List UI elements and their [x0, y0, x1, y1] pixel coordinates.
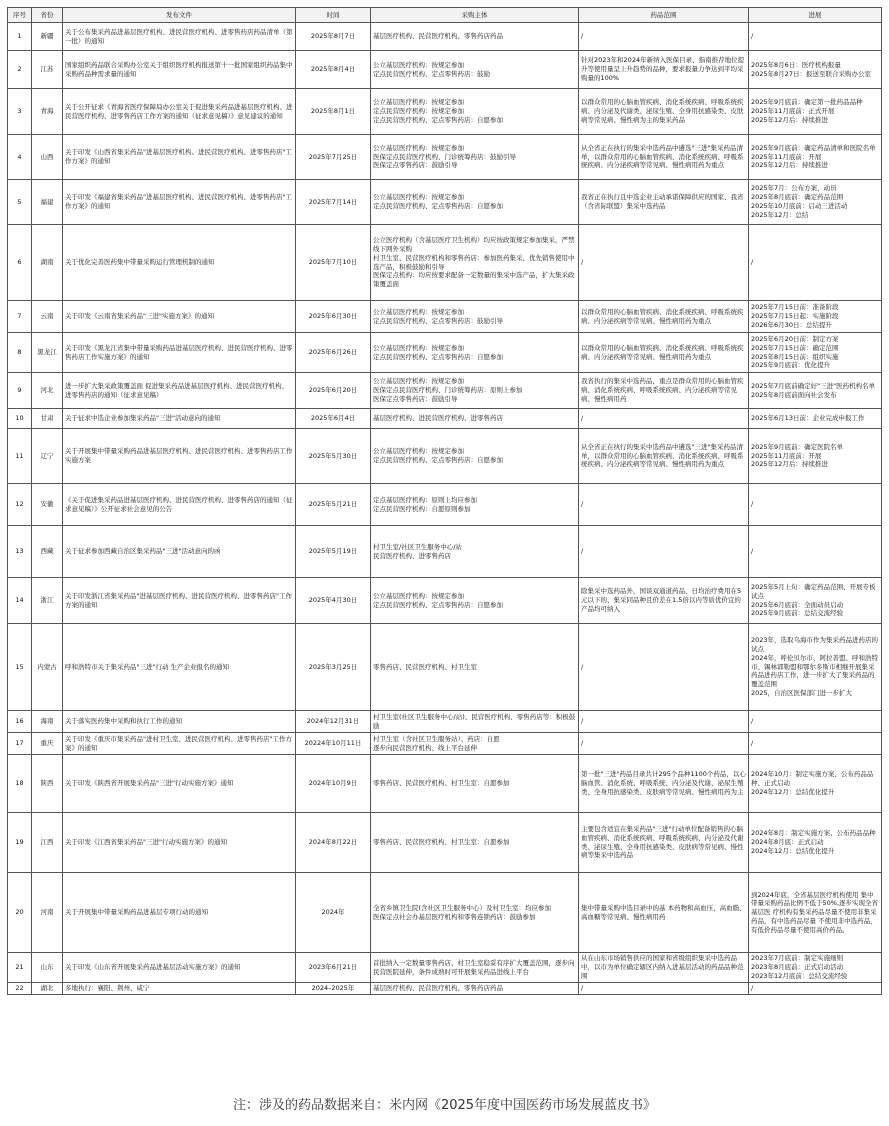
- cell-date: 2025年7月25日: [296, 135, 371, 180]
- cell-province: 湖北: [32, 983, 63, 995]
- cell-date: 2025年5月30日: [296, 429, 371, 484]
- table-row: [8, 733, 882, 755]
- cell-date: 2023年6月21日: [296, 953, 371, 983]
- cell-scope: /: [579, 711, 749, 733]
- cell-scope: 主要包含适宜在集采药品"三进"行动单位配备销售的心脑血管疾病、消化系统疾病、呼吸系统疾病、内分泌及代谢类、泌尿生殖、全身用抗感染类、皮肤病等常见病、慢性病等集采中选药品: [579, 813, 749, 873]
- cell-subject: 全省乡镇卫生院(含社区卫生服务中心）及村卫生室：均应参加 医保定点社会办基层医疗机构和零售连锁药店：鼓励参加: [371, 873, 579, 953]
- header-document: 发布文件: [63, 8, 296, 23]
- cell-date: 2025年6月4日: [296, 409, 371, 429]
- cell-scope: /: [579, 409, 749, 429]
- cell-no: 1: [8, 23, 32, 51]
- footnote: 注：涉及的药品数据来自：米内网《2025年度中国医药市场发展蓝皮书》: [232, 1098, 657, 1113]
- cell-subject: 零售药店、民营医疗机构、村卫生室：自愿参加: [371, 813, 579, 873]
- cell-date: 2025年3月25日: [296, 624, 371, 711]
- cell-province: 河南: [32, 873, 63, 953]
- cell-progress: /: [749, 983, 882, 995]
- cell-date: 2024年10月9日: [296, 755, 371, 813]
- cell-document: 关于印发《黑龙江省集中带量采购药品进基层医疗机构、进民营医疗机构、进零售药店工作实施方案》的通知: [63, 333, 296, 373]
- cell-subject: 零售药店、民营医疗机构、村卫生室：自愿参加: [371, 755, 579, 813]
- table-row: [8, 813, 882, 873]
- cell-date: 2025年5月19日: [296, 526, 371, 578]
- cell-date: 2025年6月30日: [296, 301, 371, 333]
- cell-scope: 从全省正在执行的集采中选药品中遴选"三进"集采药品清单，以群众常用的心脑血管疾病、消化系统疾病、呼吸系统疾病、内分泌疾病等常见病、慢性病用药为重点: [579, 135, 749, 180]
- table-row: [8, 373, 882, 409]
- cell-no: 14: [8, 578, 32, 624]
- cell-no: 7: [8, 301, 32, 333]
- table-row: [8, 755, 882, 813]
- cell-province: 海南: [32, 711, 63, 733]
- table-row: [8, 301, 882, 333]
- header-progress: 进展: [749, 8, 882, 23]
- table-row: [8, 953, 882, 983]
- cell-subject: 首批纳入一定数量零售药店、村卫生室稳妥有序扩大覆盖范围，逐步向民营医院延伸，条件成熟时可开展集采药品进线上平台: [371, 953, 579, 983]
- cell-no: 8: [8, 333, 32, 373]
- cell-date: 2025年8月4日: [296, 51, 371, 89]
- cell-province: 黑龙江: [32, 333, 63, 373]
- cell-progress: 2024年8月：制定实施方案、公布药品品种 2024年8月底：正式启动 2024年12月：总结优化提升: [749, 813, 882, 873]
- policy-table: [7, 7, 882, 995]
- cell-progress: /: [749, 23, 882, 51]
- cell-scope: /: [579, 733, 749, 755]
- cell-progress: 2025年8月6日：医疗机构报量 2025年8月27日：报送至联合采购办公室: [749, 51, 882, 89]
- cell-document: 关于开展集中带量采购药品进基层医疗机构、进民营医疗机构、进零售药店工作实施方案: [63, 429, 296, 484]
- cell-date: 2024年: [296, 873, 371, 953]
- cell-scope: /: [579, 983, 749, 995]
- cell-document: 关于印发《山东省开展集采药品进基层活动实施方案》的通知: [63, 953, 296, 983]
- cell-subject: 定点基层医疗机构：原则上均应参加 定点民营医疗机构：自愿原则参加: [371, 484, 579, 526]
- table-row: [8, 180, 882, 225]
- cell-progress: /: [749, 733, 882, 755]
- cell-scope: 除集采中选药品外，国谈双通道药品、日均治疗费用在5元以下的、集采同品种且价差在1.5倍以内等质优价宜的产品均可纳入: [579, 578, 749, 624]
- cell-subject: 公立基层医疗机构：按规定参加 定点民营医疗机构、定点零售药店：自愿参加: [371, 333, 579, 373]
- header-subject: 采购主体: [371, 8, 579, 23]
- cell-no: 11: [8, 429, 32, 484]
- header-no: 序号: [8, 8, 32, 23]
- cell-date: 2025年8月1日: [296, 89, 371, 135]
- cell-no: 21: [8, 953, 32, 983]
- cell-date: 20224年10月11日: [296, 733, 371, 755]
- cell-province: 浙江: [32, 578, 63, 624]
- cell-progress: 2025年7月底前确定好"三进"医药机构名单 2025年8月底前面向社会发布: [749, 373, 882, 409]
- cell-subject: 基层医疗机构、民营医疗机构、零售药店药品: [371, 983, 579, 995]
- header-row: [8, 8, 882, 23]
- table-row: [8, 409, 882, 429]
- cell-scope: 从在山东市场销售供应的国家和省级组织集采中选药品中，以市为单位确定辖区内纳入进基层活动的药品品种范围: [579, 953, 749, 983]
- table-row: [8, 711, 882, 733]
- cell-province: 福建: [32, 180, 63, 225]
- cell-province: 湖南: [32, 225, 63, 301]
- cell-scope: 我省执行的集采中选药品，重点是群众常用的心脑血管疾病、消化系统疾病、呼吸系统疾病、内分泌疾病等常见病、慢性病用药: [579, 373, 749, 409]
- cell-date: 2025年6月20日: [296, 373, 371, 409]
- cell-document: 关于征求参加西藏自治区集采药品"三进"活动意向的函: [63, 526, 296, 578]
- cell-document: 关于征求中选企业参加集采药品"三进"活动意向的通知: [63, 409, 296, 429]
- table-row: [8, 51, 882, 89]
- cell-province: 辽宁: [32, 429, 63, 484]
- cell-province: 河北: [32, 373, 63, 409]
- cell-document: 关于开展集中带量采购药品进基层专项行动的通知: [63, 873, 296, 953]
- cell-document: 关于印发《山西省集采药品"进基层医疗机构、进民营医疗机构、进零售药店"工作方案》的通知: [63, 135, 296, 180]
- cell-scope: /: [579, 484, 749, 526]
- cell-document: 关于落实医药集中采购和执行工作的通知: [63, 711, 296, 733]
- cell-date: 2024年8月22日: [296, 813, 371, 873]
- cell-scope: 我省正在执行且中选企业主动承诺保障供应的国家、我省（含省际联盟）集采中选药品: [579, 180, 749, 225]
- table-row: [8, 429, 882, 484]
- header-province: 省份: [32, 8, 63, 23]
- cell-document: 国家组织药品联合采购办公室关于组织医疗机构报送第十一批国家组织药品集中采购药品种需求量的通知: [63, 51, 296, 89]
- cell-subject: 村卫生室（含社区卫生服务站）、药店：自愿 逐步向民营医疗机构、线上平台延伸: [371, 733, 579, 755]
- cell-progress: 2024年10月：制定实施方案、公布药品品种、正式启动 2024年12月：总结优化提升: [749, 755, 882, 813]
- table-row: [8, 526, 882, 578]
- cell-scope: 以群众常用的心脑血管疾病、消化系统疾病、呼吸系统疾病、内分泌疾病等常见病、慢性病用药为重点: [579, 301, 749, 333]
- cell-progress: 2025年7月15日前：准备阶段 2025年7月15日起：实施阶段 2026年6月30日：总结提升: [749, 301, 882, 333]
- table-row: [8, 333, 882, 373]
- cell-document: 多地执行：襄阳、荆州、咸宁: [63, 983, 296, 995]
- cell-progress: 2025年9月底前：确定第一批药品品种 2025年11月底前：正式开展 2025年12月后：持续推进: [749, 89, 882, 135]
- header-date: 时间: [296, 8, 371, 23]
- cell-progress: /: [749, 484, 882, 526]
- cell-no: 16: [8, 711, 32, 733]
- cell-scope: /: [579, 526, 749, 578]
- cell-subject: 公立基层医疗机构：按规定参加 定点民营医疗机构、定点零售药店：自愿参加: [371, 578, 579, 624]
- table-row: [8, 983, 882, 995]
- table-row: [8, 484, 882, 526]
- cell-scope: 集中带量采购中选目录中的基 本药物和高血压、高血脂、高血糖等常见病、慢性病用药: [579, 873, 749, 953]
- table-row: [8, 873, 882, 953]
- cell-date: 2024年12月31日: [296, 711, 371, 733]
- table-row: [8, 578, 882, 624]
- cell-no: 22: [8, 983, 32, 995]
- cell-scope: 以群众常用的心脑血管疾病、消化系统疾病、呼吸系统疾病、内分泌及代谢类、泌尿生殖、全身用抗感染类、皮肤病等常见病、慢性病为主的集采药品: [579, 89, 749, 135]
- cell-subject: 公立基层医疗机构：按规定参加 定点民营医疗机构、定点零售药店：自愿参加: [371, 180, 579, 225]
- cell-document: 关于印发《陕西省开展集采药品"三进"行动实施方案》通知: [63, 755, 296, 813]
- cell-progress: /: [749, 526, 882, 578]
- cell-no: 15: [8, 624, 32, 711]
- cell-province: 云南: [32, 301, 63, 333]
- cell-document: 关于公布集采药品进基层医疗机构、进民营医疗机构、进零售药店药品清单（第一批）的通知: [63, 23, 296, 51]
- table-row: [8, 225, 882, 301]
- cell-subject: 公立医疗机构（含基层医疗卫生机构）均应按政策规定参加集采，严禁线下网外采购 村卫生室、民营医疗机构和零售药店：参加医药集采、优先销售使用中选产品，积极鼓励和引导 医保定点机构：均应按要求配备一定数量的集采中选产品，扩大集采政策覆盖面: [371, 225, 579, 301]
- cell-progress: 到2024年底，全省基层医疗机构使用 集中带量采购药品比例不低于50%,逐步实现全省基层医 疗机构有集采药品尽量不使用非集采药品，有中选药品尽量 不使用非中选药品，有低价药品尽量不使用高价药品。: [749, 873, 882, 953]
- cell-scope: 针对2023年和2024年新纳入医保目录、指南推荐地位提升等使用量呈上升趋势的品种，要求报量力争达到平均采购量的100%: [579, 51, 749, 89]
- cell-no: 18: [8, 755, 32, 813]
- cell-no: 2: [8, 51, 32, 89]
- cell-subject: 基层医疗机构、民营医疗机构、零售药店药品: [371, 23, 579, 51]
- cell-subject: 零售药店、民营医疗机构、村卫生室: [371, 624, 579, 711]
- cell-subject: 基层医疗机构、进民营医疗机构、进零售药店: [371, 409, 579, 429]
- cell-scope: 以群众常用的心脑血管疾病、消化系统疾病、呼吸系统疾病、内分泌疾病等常见病、慢性病用药为重点: [579, 333, 749, 373]
- cell-document: 呼和浩特市关于集采药品"三进"行动 生产企业报名的通知: [63, 624, 296, 711]
- cell-province: 江苏: [32, 51, 63, 89]
- cell-subject: 公立基层医疗机构：按规定参加 医保定点民营医疗机构、门诊统筹药店：原则上参加 医保定点零售药店：鼓励引导: [371, 373, 579, 409]
- cell-date: 2025年4月30日: [296, 578, 371, 624]
- cell-subject: 村卫生室(社区卫生服务中心/站)、民营医疗机构、零售药店等：积极鼓励: [371, 711, 579, 733]
- cell-date: 2025年6月26日: [296, 333, 371, 373]
- cell-no: 12: [8, 484, 32, 526]
- cell-no: 6: [8, 225, 32, 301]
- cell-progress: 2025年6月20日前：制定方案 2025年7月15日前：确定范围 2025年8月15日前：组织实施 2025年9月底前：优化提升: [749, 333, 882, 373]
- cell-date: 2025年7月14日: [296, 180, 371, 225]
- cell-province: 陕西: [32, 755, 63, 813]
- header-scope: 药品范围: [579, 8, 749, 23]
- cell-progress: 2025年6月13日前：企业完成申报工作: [749, 409, 882, 429]
- cell-scope: /: [579, 624, 749, 711]
- cell-document: 关于公开征求《青海省医疗保障局办公室关于促进集采药品进基层医疗机构、进民营医疗机构、进零售药店工作方案的通知（征求意见稿）》意见建议的通知: [63, 89, 296, 135]
- cell-progress: 2025年9月底前：确定医院名单 2025年11月底前：开展 2025年12月后：持续推进: [749, 429, 882, 484]
- table-row: [8, 135, 882, 180]
- cell-no: 5: [8, 180, 32, 225]
- cell-scope: /: [579, 225, 749, 301]
- cell-scope: 从全省正在执行的集采中选药品中遴选"三进"集采药品清单，以群众常用的心脑血管疾病、消化系统疾病、呼吸系统疾病、内分泌疾病等常见病、慢性病用药为重点: [579, 429, 749, 484]
- table-row: [8, 89, 882, 135]
- cell-document: 关于印发《云南省集采药品"三进"实施方案》的通知: [63, 301, 296, 333]
- cell-progress: /: [749, 225, 882, 301]
- cell-document: 关于印发《江西省集采药品"三进"行动实施方案》的通知: [63, 813, 296, 873]
- cell-progress: 2025年5月上旬：确定药品范围、开展专板试点 2025年6月底前：全面动员启动 2025年9月底前：总结交流经验: [749, 578, 882, 624]
- cell-subject: 公立基层医疗机构：按规定参加 定点民营医疗机构、定点零售药店：自愿参加: [371, 429, 579, 484]
- cell-progress: 2025年7月：公布方案，动员 2025年8月底前：确定药品范围 2025年10月底前：启动三进活动 2025年12月：总结: [749, 180, 882, 225]
- cell-province: 重庆: [32, 733, 63, 755]
- cell-progress: 2025年9月底前：确定药品清单和医院名单 2025年11月底前：开展 2025年12月后：持续推进: [749, 135, 882, 180]
- cell-date: 2025年7月10日: [296, 225, 371, 301]
- cell-date: 2025年5月21日: [296, 484, 371, 526]
- cell-province: 甘肃: [32, 409, 63, 429]
- cell-date: 2025年8月7日: [296, 23, 371, 51]
- cell-document: 《关于促进集采药品进基层医疗机构、进民营医疗机构、进零售药店的通知（征求意见稿）》公开征求社会意见的公告: [63, 484, 296, 526]
- table-row: [8, 624, 882, 711]
- cell-province: 山东: [32, 953, 63, 983]
- cell-no: 9: [8, 373, 32, 409]
- cell-province: 新疆: [32, 23, 63, 51]
- cell-no: 10: [8, 409, 32, 429]
- cell-no: 19: [8, 813, 32, 873]
- cell-no: 4: [8, 135, 32, 180]
- cell-date: 2024–2025年: [296, 983, 371, 995]
- cell-province: 安徽: [32, 484, 63, 526]
- cell-document: 进一步扩大集采政策覆盖面 促进集采药品进基层医疗机构、进民营医疗机构、进零售药店的通知（征求意见稿）: [63, 373, 296, 409]
- cell-province: 山西: [32, 135, 63, 180]
- cell-document: 关于印发浙江省集采药品"进基层医疗机构、进民营医疗机构、进零售药店"工作方案的通知: [63, 578, 296, 624]
- cell-no: 13: [8, 526, 32, 578]
- cell-subject: 公立基层医疗机构：按规定参加 定点民营医疗机构、定点零售药店：鼓励: [371, 51, 579, 89]
- cell-subject: 公立基层医疗机构：按规定参加 定点民营医疗机构、定点零售药店：鼓励引导: [371, 301, 579, 333]
- cell-progress: /: [749, 711, 882, 733]
- cell-province: 青海: [32, 89, 63, 135]
- cell-province: 内蒙古: [32, 624, 63, 711]
- cell-no: 20: [8, 873, 32, 953]
- cell-province: 西藏: [32, 526, 63, 578]
- cell-subject: 公立基层医疗机构：按规定参加 定点民营医疗机构：按规定参加 定点民营医疗机构、定点零售药店：自愿参加: [371, 89, 579, 135]
- cell-document: 关于优化完善医药集中带量采购运行管理机制的通知: [63, 225, 296, 301]
- cell-subject: 公立基层医疗机构：按规定参加 医保定点民营医疗机构、门诊统筹药店：鼓励引导 医保定点零售药店：鼓励引导: [371, 135, 579, 180]
- cell-scope: /: [579, 23, 749, 51]
- cell-no: 17: [8, 733, 32, 755]
- cell-scope: 第一批"三进"药品目录共计295个品种1100个药品，以心脑血管、消化系统、呼吸系统、内分泌及代谢、泌尿生殖类、全身用抗感染类、皮肤病等常见病、慢性病用药为主: [579, 755, 749, 813]
- cell-document: 关于印发《重庆市集采药品"进村卫生室、进民营医疗机构、进零售药店"工作方案》的通知: [63, 733, 296, 755]
- table-row: [8, 23, 882, 51]
- cell-no: 3: [8, 89, 32, 135]
- cell-document: 关于印发《福建省集采药品"进基层医疗机构、进民营医疗机构、进零售药店"工作方案》的通知: [63, 180, 296, 225]
- cell-progress: 2023年，选取乌海市作为集采药品进药店的试点 2024年，呼伦贝尔市、阿拉善盟、呼和浩特市、锡林郭勒盟和鄂尔多斯市相继开展集采药品进药店工作，进一步扩大了集采药品的覆盖范围 2025，自治区医保部门进一步扩大: [749, 624, 882, 711]
- cell-subject: 村卫生室/社区卫生服务中心/站 民营医疗机构、进零售药店: [371, 526, 579, 578]
- cell-province: 江西: [32, 813, 63, 873]
- cell-progress: 2023年7月底前：制定实施细则 2023年8月底前：正式启动活动 2023年12月底前：总结交流经验: [749, 953, 882, 983]
